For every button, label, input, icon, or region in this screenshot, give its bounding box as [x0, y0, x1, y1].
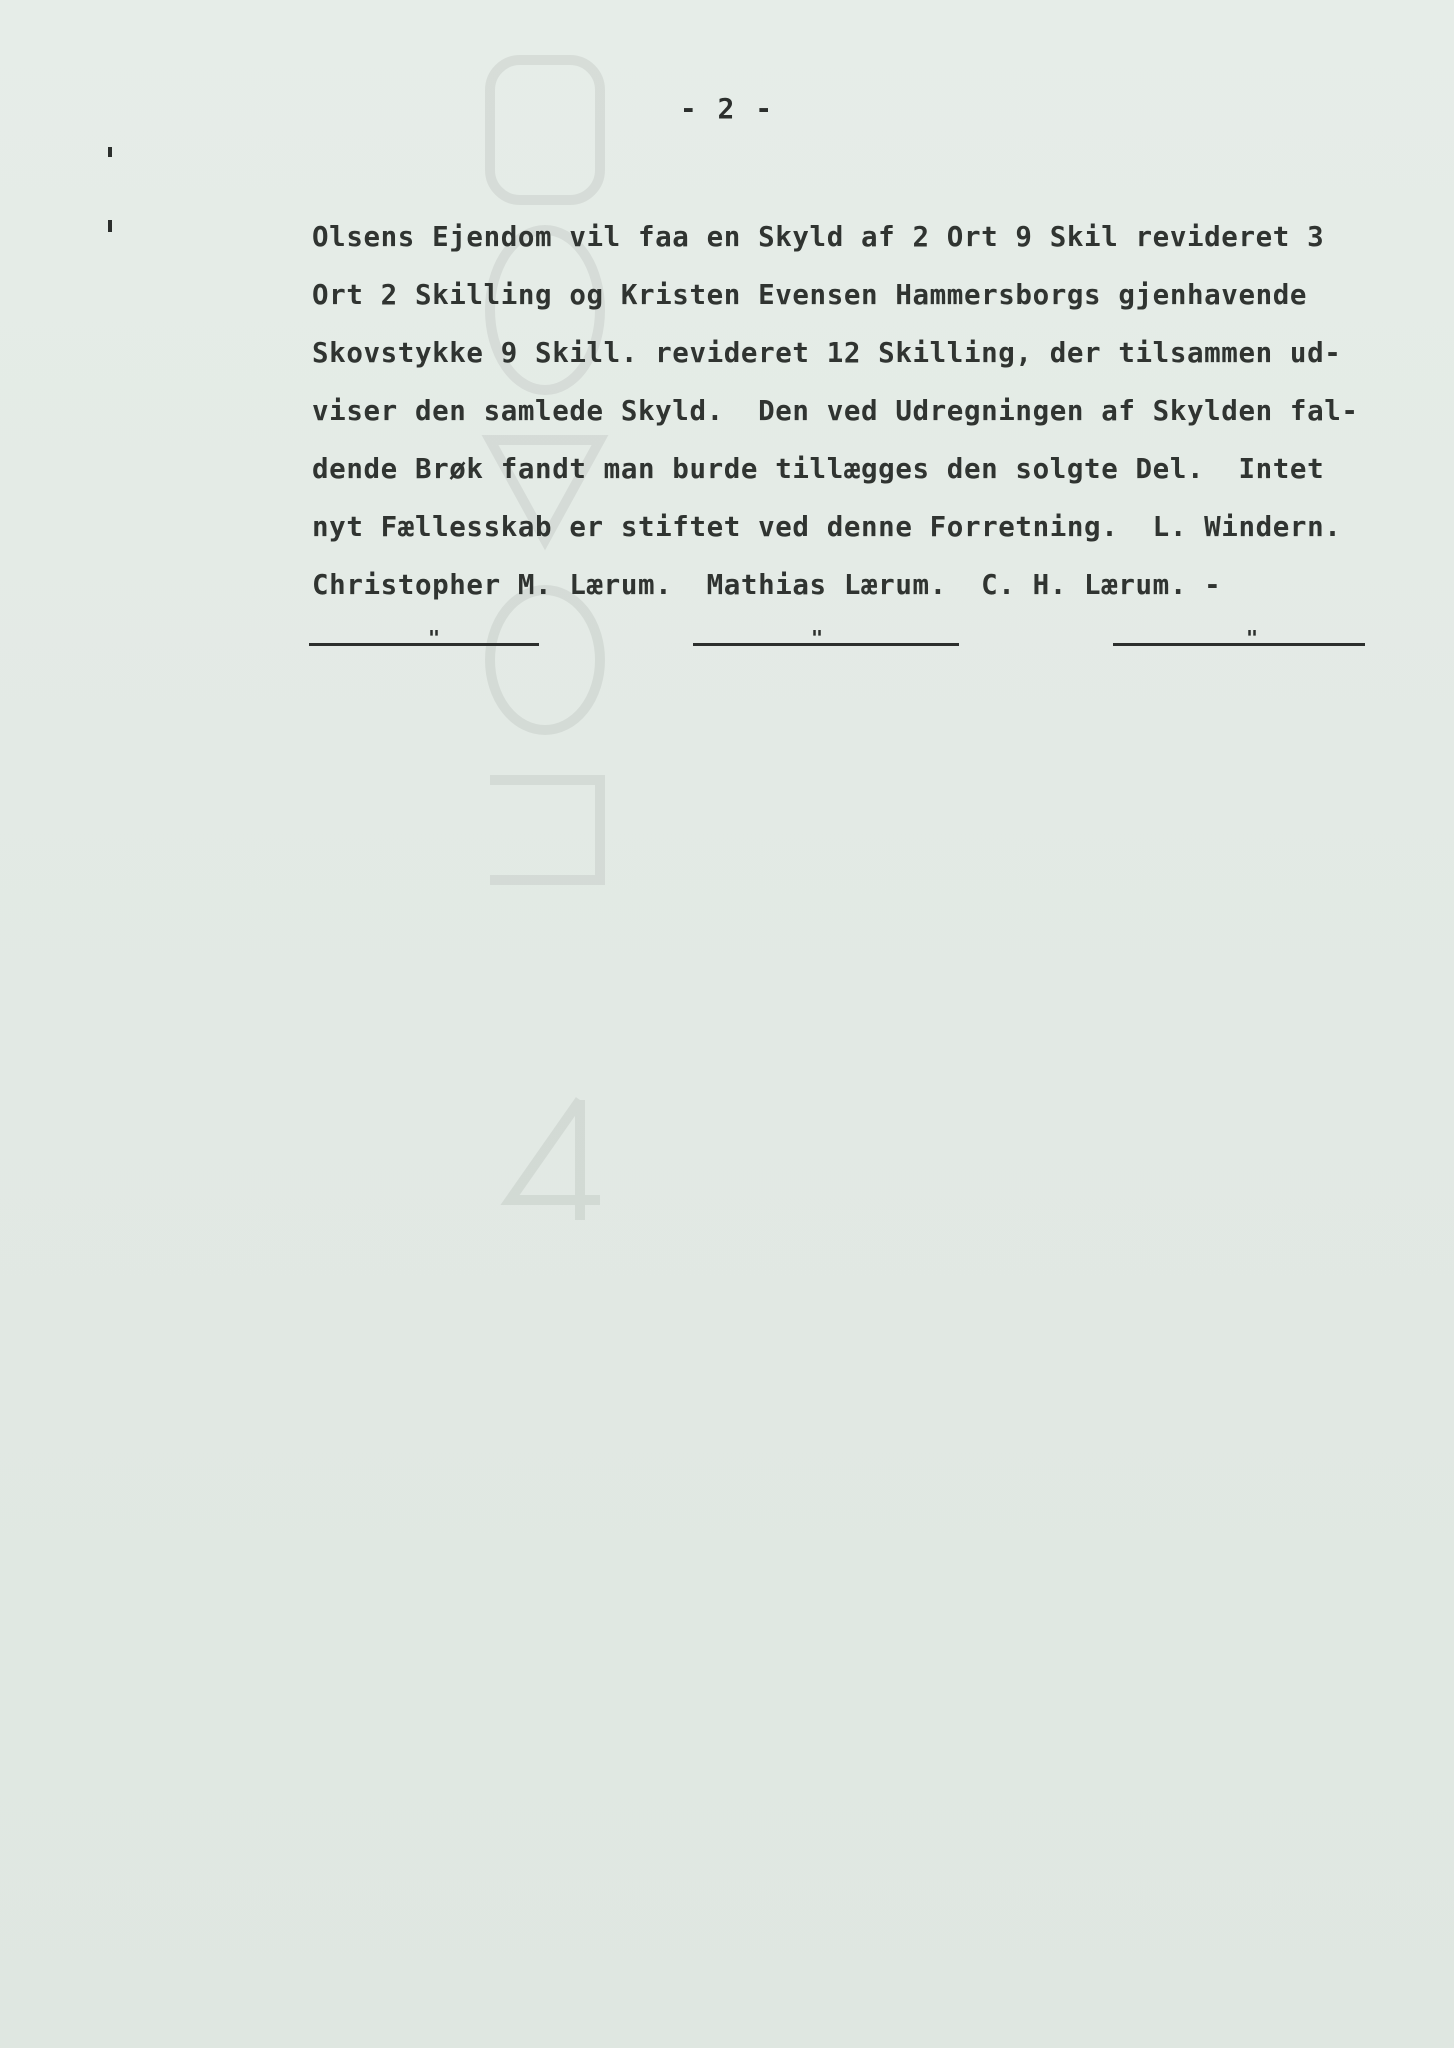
- page-number: - 2 -: [679, 92, 775, 125]
- ditto-mark: ": [1246, 626, 1259, 650]
- typed-paragraph: [312, 208, 1372, 614]
- margin-tick-mark: [108, 220, 112, 232]
- margin-tick-mark: [108, 147, 112, 157]
- separator-line: [1113, 643, 1365, 646]
- text-line: Ort 2 Skilling og Kristen Evensen Hammersborgs gjenhavende: [312, 279, 1308, 311]
- separator-line: [693, 643, 959, 646]
- text-line: Olsens Ejendom vil faa en Skyld af 2 Ort 9 Skil revideret 3: [312, 221, 1325, 253]
- text-line: nyt Fællesskab er stiftet ved denne Forretning. L. Windern.: [312, 511, 1342, 543]
- watermark-stamp: [470, 20, 620, 1240]
- separator-line: [309, 643, 539, 646]
- text-line: Skovstykke 9 Skill. revideret 12 Skilling, der tilsammen ud-: [312, 337, 1342, 369]
- ditto-mark: ": [428, 626, 441, 650]
- text-line: Christopher M. Lærum. Mathias Lærum. C. H. Lærum. -: [312, 569, 1222, 601]
- text-line: viser den samlede Skyld. Den ved Udregningen af Skylden fal-: [312, 395, 1359, 427]
- ditto-mark: ": [811, 626, 824, 650]
- text-line: dende Brøk fandt man burde tillægges den solgte Del. Intet: [312, 453, 1325, 485]
